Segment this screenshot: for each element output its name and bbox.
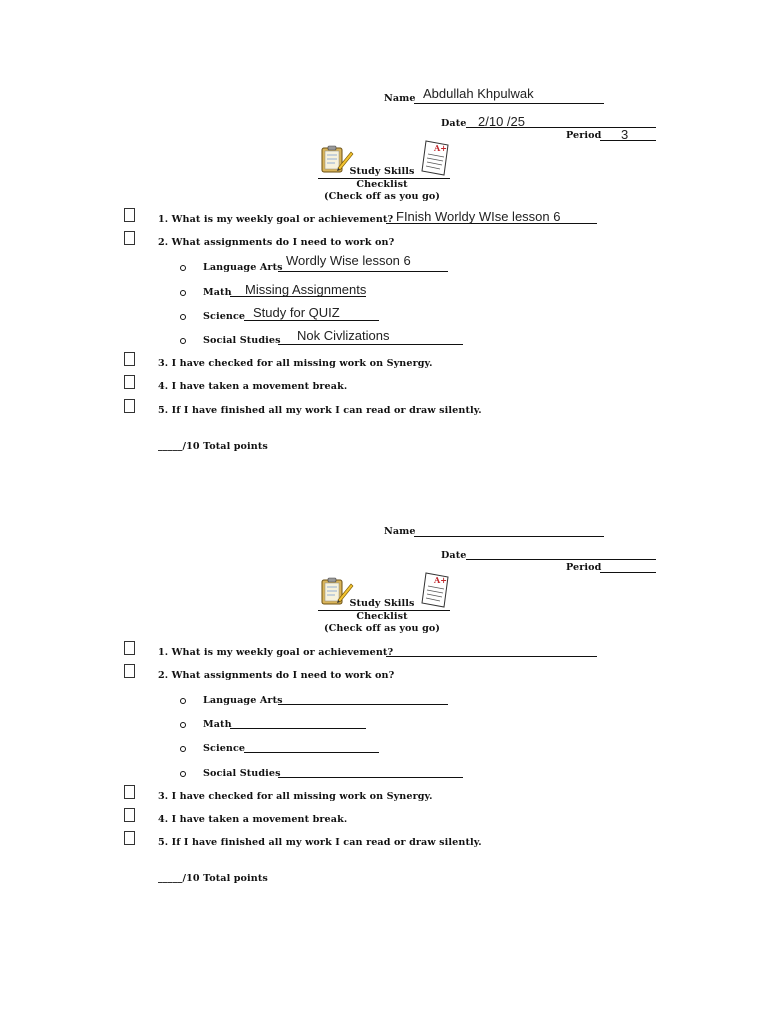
checkbox-q4[interactable] — [124, 375, 135, 389]
social-studies-value[interactable]: Nok Civlizations — [297, 328, 390, 343]
checkbox-q3[interactable] — [124, 785, 135, 799]
title-study-skills: Study Skills — [349, 598, 415, 609]
language-arts-line[interactable] — [278, 704, 448, 705]
math-label: Math — [203, 719, 232, 730]
question-3: 3. I have checked for all missing work on Synergy. — [158, 358, 433, 369]
question-1: 1. What is my weekly goal or achievement? — [158, 647, 394, 658]
period-line[interactable] — [600, 572, 656, 573]
bullet-icon — [180, 314, 186, 320]
social-studies-line — [278, 344, 463, 345]
checkbox-q3[interactable] — [124, 352, 135, 366]
name-value[interactable]: Abdullah Khpulwak — [423, 86, 534, 101]
checkbox-q5[interactable] — [124, 831, 135, 845]
language-arts-label: Language Arts — [203, 262, 283, 273]
science-line — [244, 320, 379, 321]
date-line[interactable] — [466, 559, 656, 560]
checkbox-q5[interactable] — [124, 399, 135, 413]
language-arts-value[interactable]: Wordly Wise lesson 6 — [286, 253, 411, 268]
name-line[interactable] — [414, 536, 604, 537]
question-1: 1. What is my weekly goal or achievement? — [158, 214, 394, 225]
question-2: 2. What assignments do I need to work on? — [158, 670, 395, 681]
checkbox-q1[interactable] — [124, 641, 135, 655]
question-5: 5. If I have finished all my work I can read or draw silently. — [158, 837, 482, 848]
period-label: Period — [566, 130, 602, 141]
bullet-icon — [180, 265, 186, 271]
language-arts-label: Language Arts — [203, 695, 283, 706]
language-arts-line — [278, 271, 448, 272]
math-value[interactable]: Missing Assignments — [245, 282, 367, 297]
question-4: 4. I have taken a movement break. — [158, 814, 348, 825]
question-2: 2. What assignments do I need to work on? — [158, 237, 395, 248]
period-label: Period — [566, 562, 602, 573]
bullet-icon — [180, 338, 186, 344]
question-4: 4. I have taken a movement break. — [158, 381, 348, 392]
checkbox-q2[interactable] — [124, 664, 135, 678]
bullet-icon — [180, 698, 186, 704]
name-label: Name — [384, 526, 416, 537]
title-subtitle: (Check off as you go) — [323, 623, 441, 634]
social-studies-label: Social Studies — [203, 335, 281, 346]
title-checklist: Checklist — [356, 179, 408, 190]
period-value[interactable]: 3 — [621, 127, 629, 142]
bullet-icon — [180, 771, 186, 777]
title-study-skills: Study Skills — [349, 166, 415, 177]
title-checklist: Checklist — [356, 611, 408, 622]
q1-answer[interactable]: FInish Worldy WIse lesson 6 — [396, 209, 561, 224]
title-subtitle: (Check off as you go) — [323, 191, 441, 202]
svg-text:A+: A+ — [434, 143, 447, 153]
q1-answer-line[interactable] — [386, 656, 597, 657]
question-5: 5. If I have finished all my work I can read or draw silently. — [158, 405, 482, 416]
svg-text:A+: A+ — [434, 575, 447, 585]
date-label: Date — [441, 118, 467, 129]
science-line[interactable] — [244, 752, 379, 753]
date-label: Date — [441, 550, 467, 561]
name-label: Name — [384, 93, 416, 104]
question-3: 3. I have checked for all missing work on Synergy. — [158, 791, 433, 802]
bullet-icon — [180, 746, 186, 752]
bullet-icon — [180, 290, 186, 296]
checkbox-q1[interactable] — [124, 208, 135, 222]
bullet-icon — [180, 722, 186, 728]
date-value[interactable]: 2/10 /25 — [478, 114, 525, 129]
science-label: Science — [203, 311, 246, 322]
social-studies-line[interactable] — [278, 777, 463, 778]
social-studies-label: Social Studies — [203, 768, 281, 779]
math-label: Math — [203, 287, 232, 298]
total-points: _____/10 Total points — [158, 441, 268, 452]
science-label: Science — [203, 743, 246, 754]
name-line — [414, 103, 604, 104]
math-line[interactable] — [230, 728, 366, 729]
checkbox-q2[interactable] — [124, 231, 135, 245]
science-value[interactable]: Study for QUIZ — [253, 305, 340, 320]
checkbox-q4[interactable] — [124, 808, 135, 822]
total-points: _____/10 Total points — [158, 873, 268, 884]
